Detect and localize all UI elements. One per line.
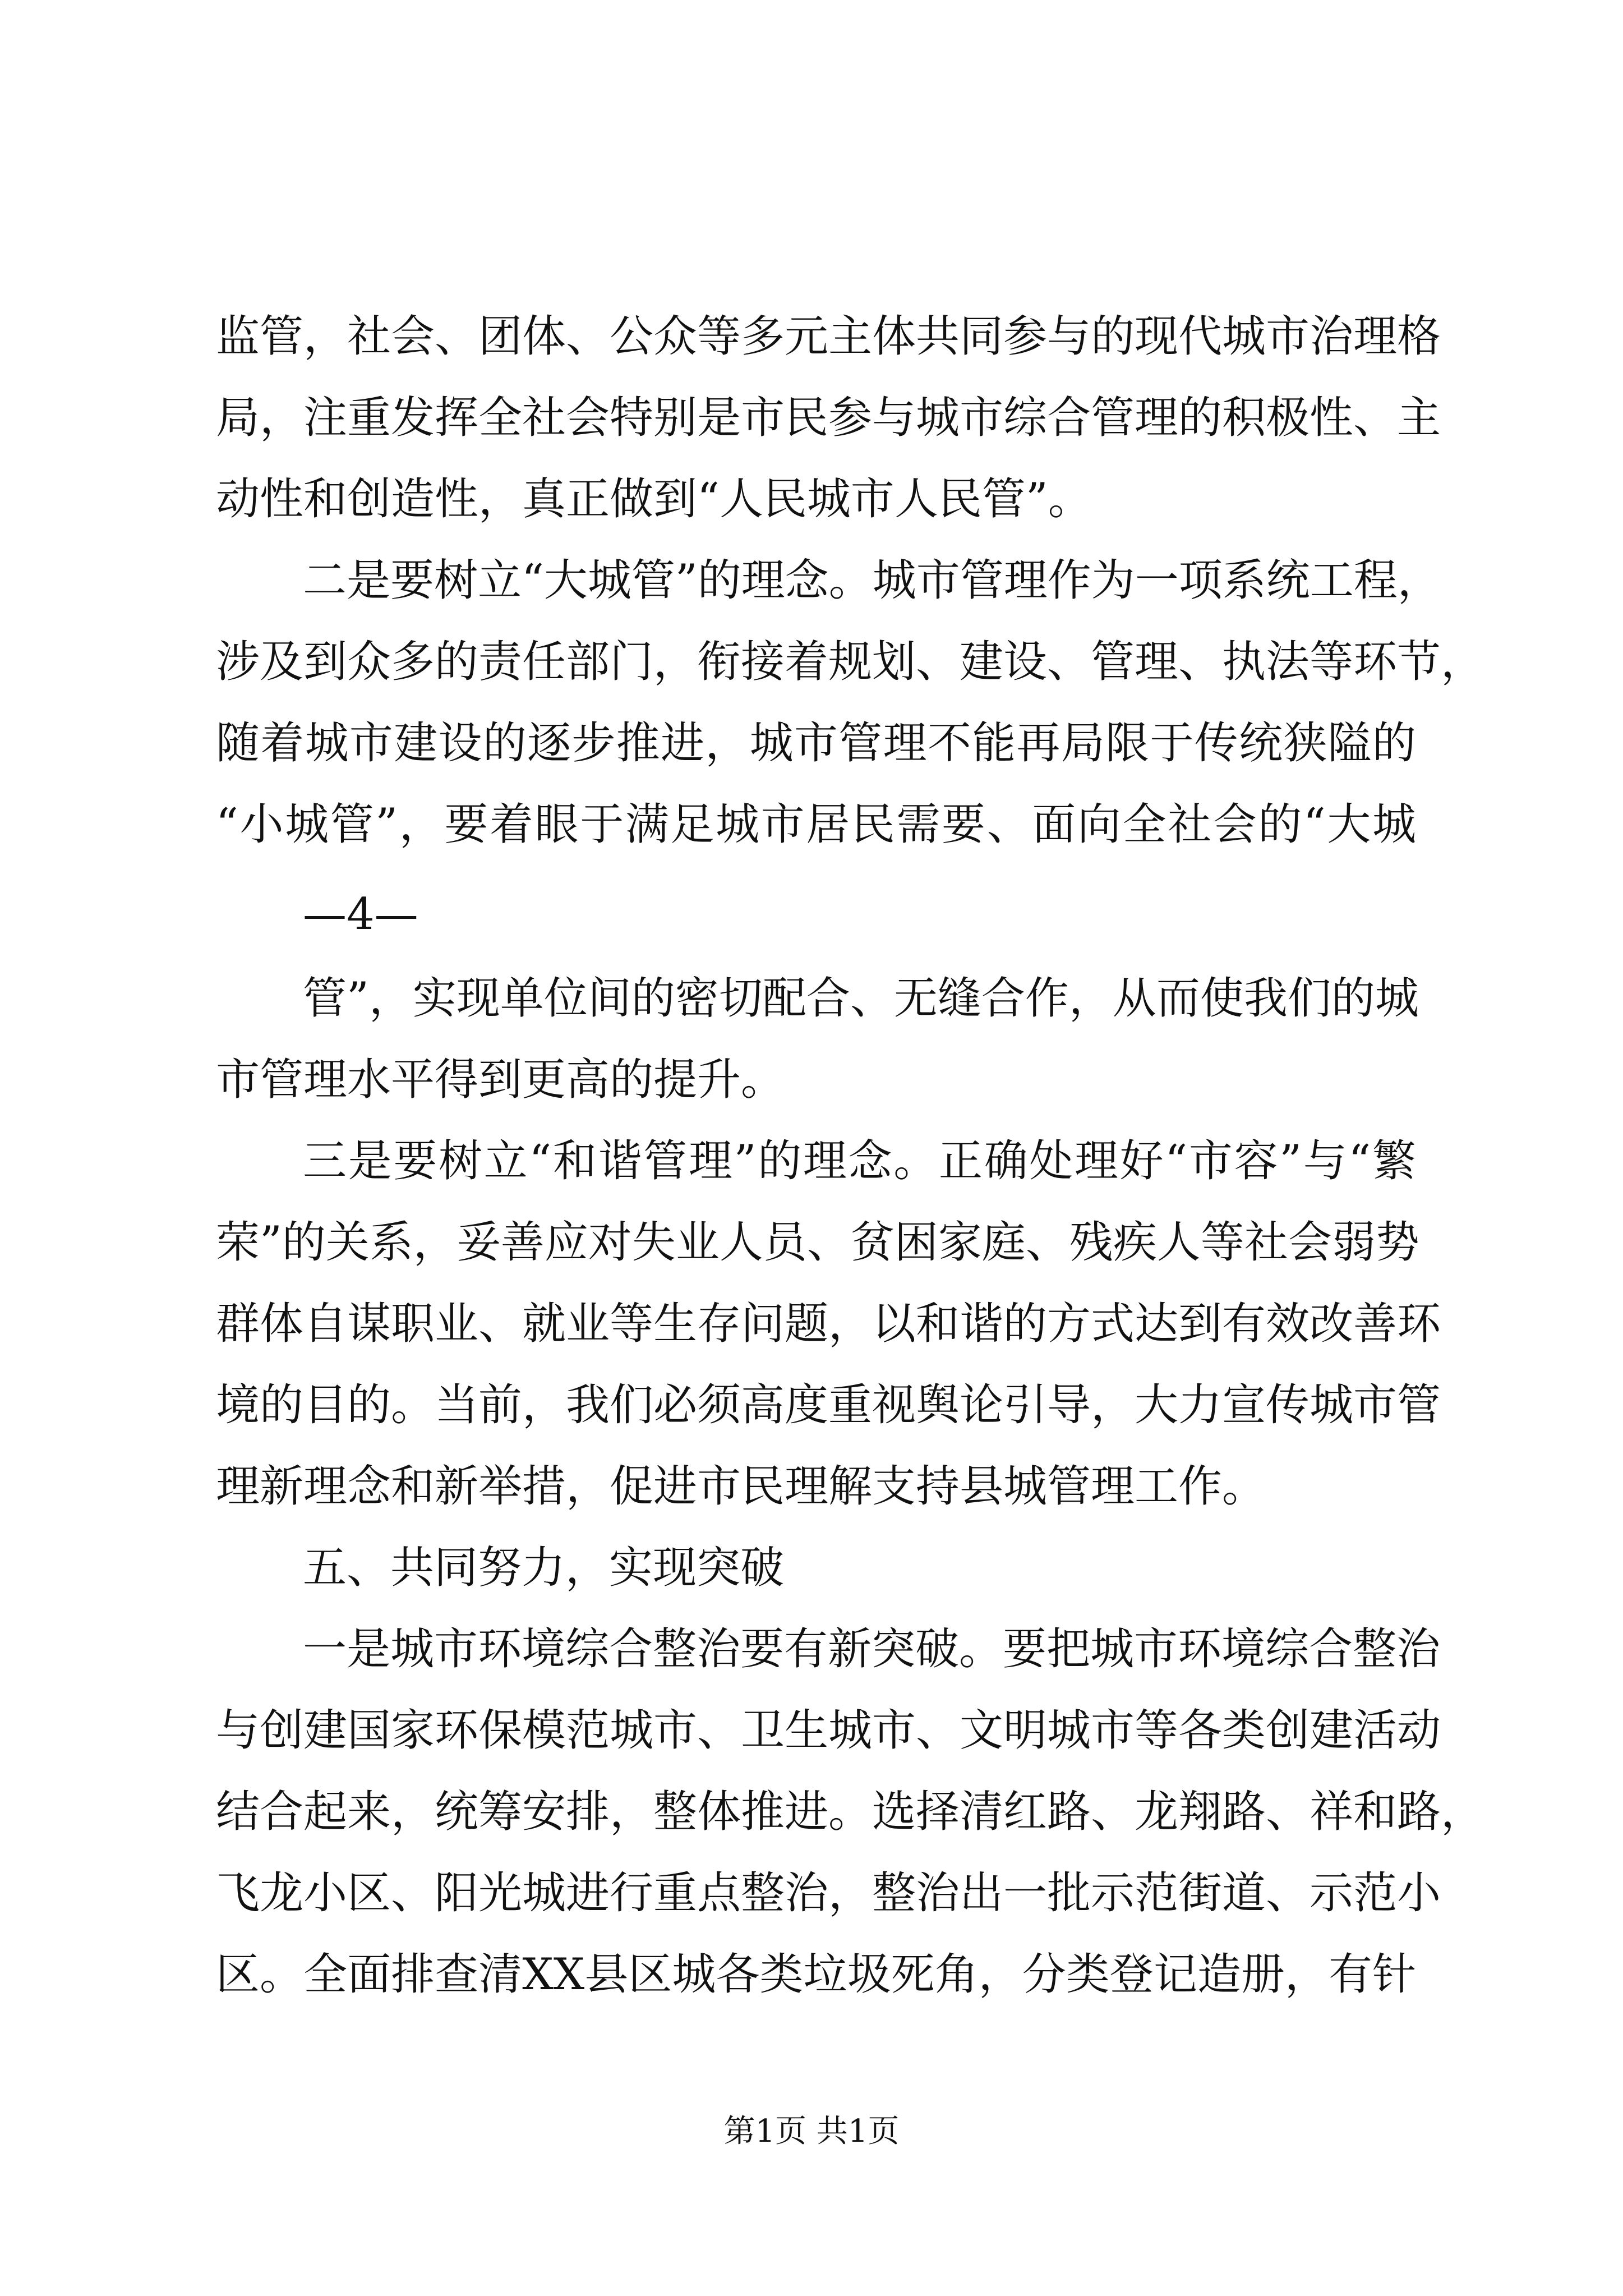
page-footer: 第1页 共1页 [723,2113,900,2150]
body-text-line: 区。全面排查清XX县区城各类垃圾死角，分类登记造册，有针 [216,1949,1416,2000]
body-text-line: 市管理水平得到更高的提升。 [216,1055,785,1105]
body-text-line: 监管，社会、团体、公众等多元主体共同参与的现代城市治理格 [216,311,1441,362]
paragraph-first-line: 三是要树立“和谐管理”的理念。正确处理好“市容”与“繁 [303,1136,1416,1186]
body-text-line: 理新理念和新举措，促进市民理解支持县城管理工作。 [216,1461,1266,1512]
body-text-line: “小城管”，要着眼于满足城市居民需要、面向全社会的“大城 [216,799,1416,850]
body-text-line: 管”，实现单位间的密切配合、无缝合作，从而使我们的城 [303,973,1419,1024]
body-text-line: 境的目的。当前，我们必须高度重视舆论引导，大力宣传城市管 [216,1380,1441,1430]
body-text-line: 飞龙小区、阳光城进行重点整治，整治出一批示范街道、示范小 [216,1868,1441,1918]
body-text-line: 动性和创造性，真正做到“人民城市人民管”。 [216,474,1092,524]
body-text-line: 局，注重发挥全社会特别是市民参与城市综合管理的积极性、主 [216,393,1441,443]
body-text-line: 随着城市建设的逐步推进，城市管理不能再局限于传统狭隘的 [216,718,1416,769]
page-marker: —4— [303,889,418,940]
body-text-line: 荣”的关系，妥善应对失业人员、贫困家庭、残疾人等社会弱势 [216,1217,1419,1268]
paragraph-first-line: 二是要树立“大城管”的理念。城市管理作为一项系统工程， [303,555,1441,606]
body-text-line: 与创建国家环保模范城市、卫生城市、文明城市等各类创建活动 [216,1705,1441,1756]
section-heading: 五、共同努力，实现突破 [303,1543,785,1593]
paragraph-first-line: 一是城市环境综合整治要有新突破。要把城市环境综合整治 [303,1624,1441,1674]
body-text-line: 涉及到众多的责任部门，衔接着规划、建设、管理、执法等环节， [216,637,1485,687]
body-text-line: 结合起来，统筹安排，整体推进。选择清红路、龙翔路、祥和路， [216,1787,1485,1837]
body-text-line: 群体自谋职业、就业等生存问题，以和谐的方式达到有效改善环 [216,1299,1441,1349]
